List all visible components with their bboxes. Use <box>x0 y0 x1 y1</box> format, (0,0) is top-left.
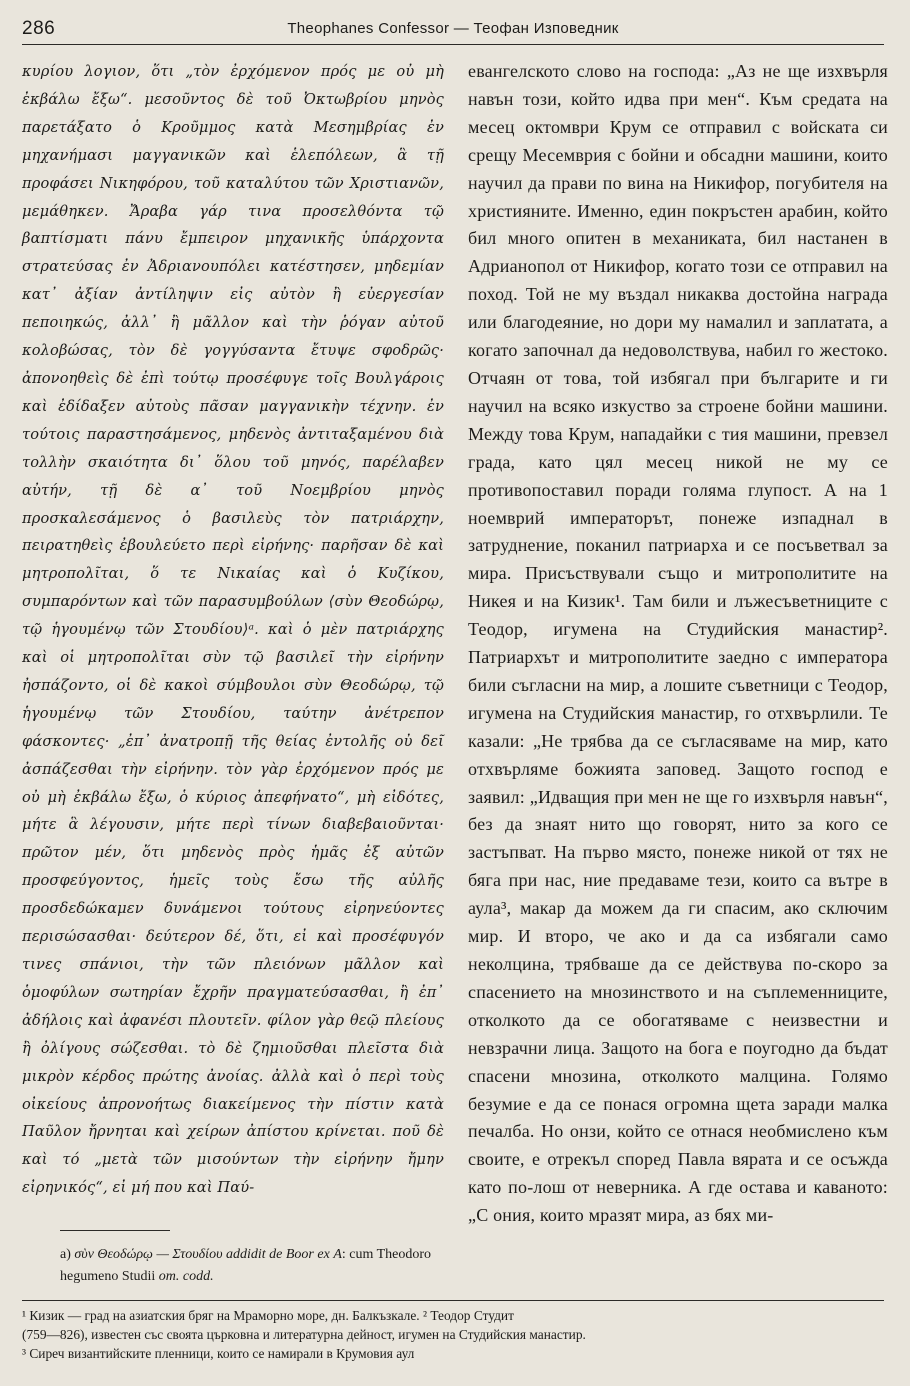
bulgarian-translation-column: евангелското слово на господа: „Аз не ще изхвърля навън този, който идва при мен“. Към средата на месец октомври Крум се отправил с войската си срещу Месемврия с бойни и обсадни машини, които научил да прави по вина на Никифор, погубителя на християните. Именно, един покръстен арабин, който бил много опитен в механиката, бил настанен в Адрианопол от Никифор, когато този се отправил на поход. Той не му въздал никаква достойна награда или благодеяние, но дори му намалил и заплатата, а когато започнал да недоволствува, набил го жестоко. Отчаян от това, той избягал при българите и ги научил на всяко изкуство за строене бойни машини. Между това Крум, нападайки с тия машини, превзел града, като цял месец никой не му се противопоставил поради голяма глупост. А на 1 ноемврий императорът, понеже изпаднал в затруднение, поканил патриарха и се посъветвал за мира. Присъствували също и митрополитите на Никея и на Кизик¹. Там били и лъжесъветниците с Теодор, игумена на Студийския манастир². Патриархът и митрополитите заедно с императора били съгласни на мир, а лошите съветници с Теодор, игумена на Студийския манастир, го отхвърлили. Те казали: „Не трябва да се съгласяваме на мир, като отхвърляме божията заповед. Защото господ е заявил: „Идващия при мен не ще го изхвърля навън“, без да знаят нито що говорят, нито за кого се застъпват. На първо място, понеже никой от тях не бяга при нас, ние предаваме тези, които са вътре в аула³, макар да можем да ги спасим, ако сключим мир. И второ, че ако и да са избягали само неколцина, трябваше да се действува по-скоро за спасението на мнозинството и на съплеменниците, отколкото да се обогатяваме с неизвестни и невзрачни лица. Защото на бога е поугодно да бъдат спасени мнозина, отколкото малцина. Голямо безумие е да се понася огромна щета заради малка печалба. Но онзи, който се отнася необмислено към своите, е отрекъл според Павла вярата и се осъжда като по-лош от неверника. А где остава и каваното: „С ония, които мразят мира, аз бях ми- <box>468 61 888 1226</box>
footnote-rule <box>22 1300 884 1301</box>
apparatus-lemma: σὺν Θεοδώρῳ — Στουδίου <box>74 1247 223 1262</box>
apparatus-source: A <box>333 1247 342 1262</box>
page-header <box>22 14 884 45</box>
apparatus-rule <box>60 1230 170 1231</box>
apparatus-rest: : cum Theodoro hegumeno Studii <box>60 1247 432 1284</box>
critical-apparatus <box>60 1244 448 1288</box>
apparatus-omission: om. codd. <box>158 1269 214 1284</box>
page-number: 286 <box>22 18 56 39</box>
footnote-line-1: ¹ Кизик — град на азиатския бряг на Мраморно море, дн. Балкъзкале. ² Теодор Студит <box>22 1308 514 1323</box>
column-gutter <box>454 58 455 1268</box>
greek-text-column: κυρίου λογιον, ὅτι „τὸν ἐρχόμενον πρός με οὐ μὴ ἐκβάλω ἔξω“. μεσοῦντος δὲ τοῦ Ὀκτωβρίου μηνὸς παρετάξατο ὁ Κροῦμμος κατὰ Μεσημβρίας ἐν μηχανήμασι μαγγανικῶν καὶ ἑλεπόλεων, ἃ τῇ προφάσει Νικηφόρου, τοῦ καταλύτου τῶν Χριστιανῶν, μεμάθηκεν. Ἄραβα γάρ τινα προσελθόντα τῷ βαπτίσματι πάνυ ἔμπειρον μηχανικῆς ὑπάρχοντα στρατεύσας ἐν Ἀδριανουπόλει κατέστησεν, μηδεμίαν κατ᾽ ἀξίαν ἀντίληψιν εἰς αὐτὸν ἢ εὐεργεσίαν πεποιηκώς, ἀλλ᾽ ἢ μᾶλλον καὶ τὴν ῥόγαν αὐτοῦ κολοβώσας, τὸν δὲ γογγύσαντα ἔτυψε σφοδρῶς· ἀπονοηθεὶς δὲ ἐπὶ τούτῳ προσέφυγε τοῖς Βουλγάροις καὶ ἐδίδαξεν αὐτοὺς πᾶσαν μαγγανικὴν τέχνην. ἐν τούτοις παραστησάμενος, μηδενὸς ἀντιταξαμένου διὰ τολλὴν σκαιότητα δι᾽ ὅλου τοῦ μηνός, παρέλαβεν αὐτήν, τῇ δὲ α᾽ τοῦ Νοεμβρίου μηνὸς προσκαλεσάμενος ὁ βασιλεὺς τὸν πατριάρχην, πειρατηθεὶς ἐβουλεύετο περὶ εἰρήνης· παρῆσαν δὲ καὶ μητροπολῖται, ὅ τε Νικαίας καὶ ὁ Κυζίκου, συμπαρόντων καὶ τῶν παρασυμβούλων ⟨σὺν Θεοδώρῳ, τῷ ἡγουμένῳ τῶν Στουδίου⟩ᵃ. καὶ ὁ μὲν πατριάρχης καὶ οἱ μητροπολῖται σὺν τῷ βασιλεῖ τὴν εἰρήνην ἠσπάζοντο, οἱ δὲ κακοὶ σύμβουλοι σὺν Θεοδώρῳ, τῷ ἡγουμένῳ τῶν Στουδίου, ταύτην ἀνέτρεπον φάσκοντες· „ἐπ᾽ ἀνατροπῇ τῆς θείας ἐντολῆς οὐ δεῖ ἀσπάζεσθαι τὴν εἰρήνην. τὸν γὰρ ἐρχόμενον πρός με οὐ μὴ ἐκβάλω ἔξω, ὁ κύριος ἀπεφήνατο“, μὴ εἰδότες, μήτε ἃ λέγουσιν, μήτε περὶ τίνων διαβεβαιοῦνται· πρῶτον μέν, ὅτι μηδενὸς πρὸς ἡμᾶς ἐξ αὐτῶν προσφεύγοντος, ἡμεῖς τοὺς ἔσω τῆς αὐλῆς προσδεδώκαμεν δυνάμενοι τούτους εἰρηνεύοντες περισώσασθαι· δεύτερον δέ, ὅτι, εἰ καὶ προσέφυγόν τινες σπάνιοι, τὴν τῶν πλειόνων μᾶλλον καὶ ὁμοφύλων σωτηρίαν ἔχρῆν πραγματεύσασθαι, ἢ ἐπ᾽ ἀδήλοις καὶ ἀφανέσι πλουτεῖν. φίλον γὰρ θεῷ πλείους ἢ ὀλίγους σώζεσθαι. τὸ δὲ ζημιοῦσθαι πλεῖστα διὰ μικρὸν κέρδος πρώτης ἀνοίας. ἀλλὰ καὶ ὁ περὶ τοὺς οἰκείους ἀπρονοήτως διακείμενος τὴν πίστιν κατὰ Παῦλον ἤρνηται καὶ χείρων ἀπίστου κρίνεται. ποῦ δὲ καὶ τό „μετὰ τῶν μισούντων τὴν εἰρήνην ἤμην εἰρηνικός“, εἰ μή που καὶ Παύ- <box>22 63 444 1197</box>
apparatus-note: addidit de Boor ex <box>226 1247 330 1262</box>
footnotes <box>22 1306 890 1363</box>
running-title: Theophanes Confessor — Теофан Изповедник <box>287 20 619 37</box>
footnote-line-2: (759—826), известен със своята църковна и литературна дейност, игумен на Студийския манастир. <box>22 1327 586 1342</box>
apparatus-marker: a) <box>60 1247 71 1262</box>
footnote-line-3: ³ Сиреч византийските пленници, които се намирали в Крумовия аул <box>22 1346 415 1361</box>
